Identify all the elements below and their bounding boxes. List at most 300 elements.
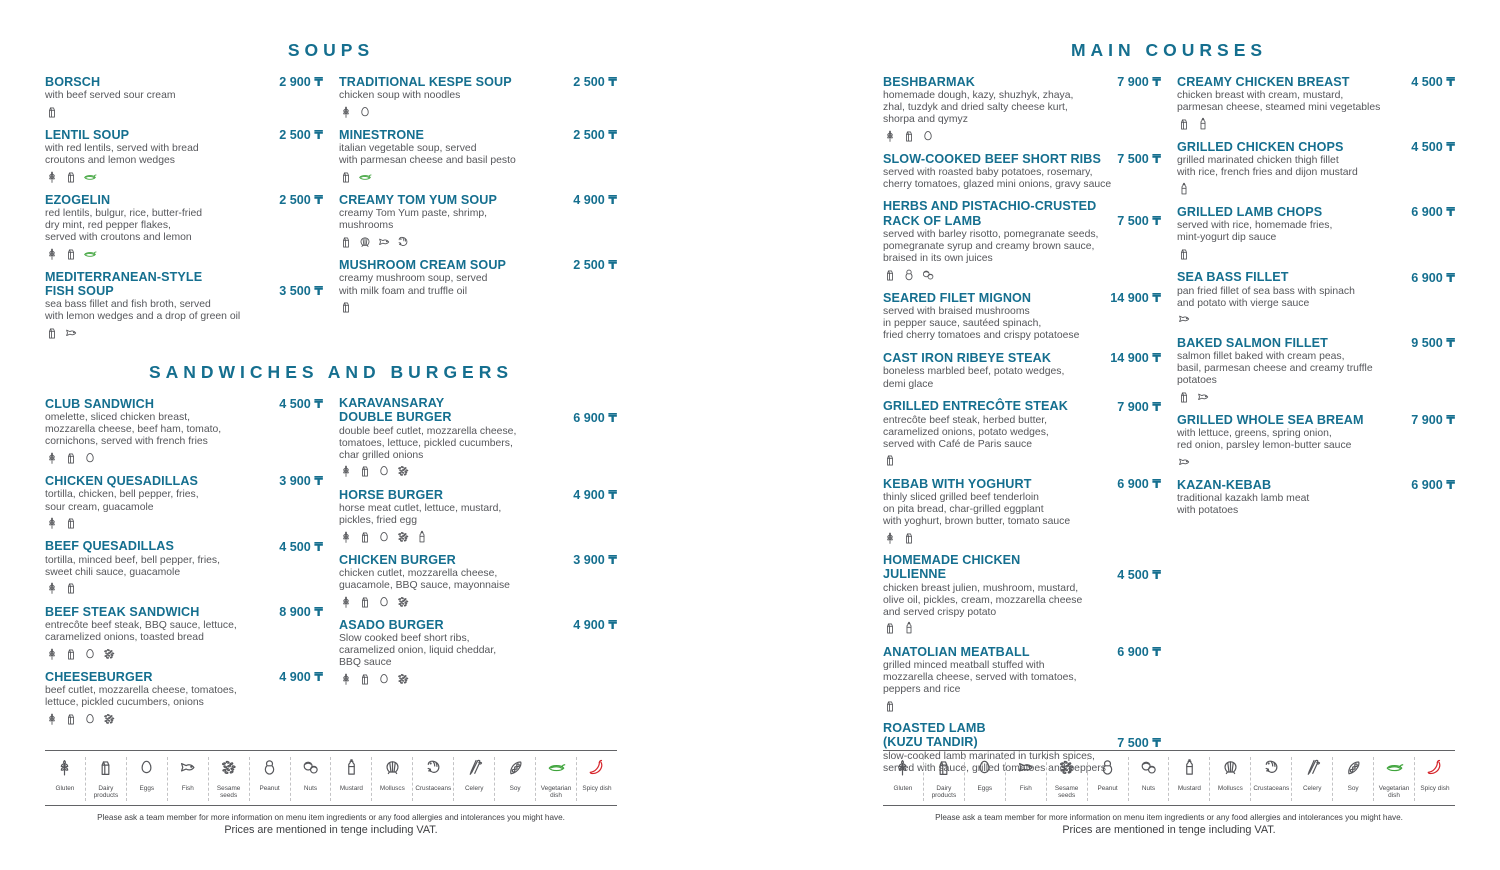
sesame-icon bbox=[1057, 758, 1076, 777]
allergen-icons bbox=[1177, 454, 1455, 469]
celery-icon bbox=[1303, 758, 1322, 777]
legend-item-dairy bbox=[85, 757, 126, 801]
item-name: KAZAN-KEBAB bbox=[1177, 478, 1272, 493]
item-name: MEDITERRANEAN-STYLE FISH SOUP bbox=[45, 269, 203, 298]
item-header bbox=[45, 127, 323, 142]
item-price: 4 900 ₸ bbox=[573, 193, 617, 208]
item-header bbox=[1177, 204, 1455, 219]
item-price: 7 900 ₸ bbox=[1411, 413, 1455, 428]
item-price: 2 900 ₸ bbox=[279, 75, 323, 89]
item-header bbox=[1177, 335, 1455, 350]
gluten-icon bbox=[45, 451, 59, 465]
eggs-icon bbox=[83, 712, 97, 726]
item-header bbox=[883, 553, 1161, 581]
menu-item bbox=[339, 257, 617, 314]
allergen-icons bbox=[339, 300, 617, 315]
legend-item-mustard bbox=[330, 757, 371, 801]
menu-page-left-content bbox=[45, 40, 617, 734]
menu-item bbox=[883, 553, 1161, 636]
item-name: SLOW-COOKED BEEF SHORT RIBS bbox=[883, 152, 1101, 167]
item-name: GRILLED CHICKEN CHOPS bbox=[1177, 139, 1344, 154]
vegetarian-icon bbox=[83, 170, 97, 184]
fish-icon bbox=[1177, 455, 1191, 469]
molluscs-icon bbox=[383, 758, 402, 777]
eggs-icon bbox=[137, 758, 156, 777]
menu-column bbox=[339, 74, 617, 348]
section-columns bbox=[45, 74, 617, 348]
legend-label: Celery bbox=[464, 785, 484, 792]
item-header bbox=[339, 552, 617, 567]
item-name: GRILLED WHOLE SEA BREAM bbox=[1177, 412, 1364, 427]
dairy-icon bbox=[883, 699, 897, 713]
legend-item-fish bbox=[167, 757, 208, 801]
sesame-icon bbox=[396, 464, 410, 478]
allergen-icons bbox=[339, 104, 617, 119]
mustard-icon bbox=[1196, 117, 1210, 131]
item-description: grilled minced meatball stuffed with mozzarella cheese, served with tomatoes, peppers and rice bbox=[883, 659, 1077, 696]
legend-label: Mustard bbox=[339, 785, 363, 792]
item-name: HOMEMADE CHICKEN JULIENNE bbox=[883, 553, 1021, 582]
dairy-icon bbox=[883, 621, 897, 635]
dairy-icon bbox=[64, 647, 78, 661]
menu-item bbox=[883, 151, 1161, 191]
legend-item-sesame bbox=[208, 757, 249, 801]
molluscs-icon bbox=[358, 235, 372, 249]
item-name: MUSHROOM CREAM SOUP bbox=[339, 258, 507, 273]
item-header bbox=[339, 257, 617, 272]
legend-item-celery bbox=[1291, 757, 1332, 801]
item-price: 2 500 ₸ bbox=[573, 75, 617, 89]
section-title-mains: MAIN COURSES bbox=[1070, 40, 1268, 60]
soy-icon bbox=[506, 758, 525, 777]
item-name: KARAVANSARAY DOUBLE BURGER bbox=[339, 396, 452, 425]
item-header bbox=[45, 473, 323, 488]
item-description: pan fried fillet of sea bass with spinach and potato with vierge sauce bbox=[1177, 285, 1355, 309]
menu-item bbox=[45, 604, 323, 661]
page-footer bbox=[45, 750, 617, 836]
allergen-icons bbox=[1177, 312, 1455, 327]
item-header bbox=[45, 539, 323, 554]
mustard-icon bbox=[1180, 758, 1199, 777]
legend-label: Dairy products bbox=[931, 785, 957, 800]
peanut-icon bbox=[902, 268, 916, 282]
dairy-icon bbox=[358, 530, 372, 544]
menu-item bbox=[45, 192, 323, 261]
eggs-icon bbox=[83, 451, 97, 465]
legend-item-gluten bbox=[883, 757, 923, 801]
item-price: 6 900 ₸ bbox=[573, 410, 617, 425]
menu-page-right bbox=[750, 0, 1500, 870]
item-name: SEARED FILET MIGNON bbox=[883, 290, 1032, 305]
gluten-icon bbox=[55, 758, 74, 777]
item-description: tortilla, minced beef, bell pepper, fries, sweet chili sauce, guacamole bbox=[45, 554, 221, 578]
menu-page-right-content bbox=[883, 40, 1455, 783]
item-header bbox=[339, 127, 617, 142]
fish-icon bbox=[1016, 758, 1035, 777]
allergen-icons bbox=[45, 325, 323, 340]
item-name: GRILLED LAMB CHOPS bbox=[1177, 205, 1323, 220]
legend-label: Fish bbox=[1019, 785, 1032, 792]
allergen-icons bbox=[883, 453, 1161, 468]
item-description: creamy Tom Yum paste, shrimp, mushrooms bbox=[339, 208, 488, 232]
item-price: 6 900 ₸ bbox=[1117, 644, 1161, 659]
item-header bbox=[339, 487, 617, 502]
item-description: traditional kazakh lamb meat with potatoes bbox=[1177, 493, 1310, 517]
menu-item bbox=[1177, 204, 1455, 261]
vat-note: Prices are mentioned in tenge including VAT. bbox=[224, 823, 438, 836]
legend-label: Vegetarian dish bbox=[540, 785, 572, 800]
item-header bbox=[1177, 74, 1455, 89]
gluten-icon bbox=[893, 758, 912, 777]
dairy-icon bbox=[934, 758, 953, 777]
gluten-icon bbox=[883, 129, 897, 143]
item-price: 4 900 ₸ bbox=[279, 670, 323, 684]
allergen-icons bbox=[883, 267, 1161, 282]
allergen-icons bbox=[1177, 181, 1455, 196]
item-header bbox=[1177, 270, 1455, 285]
crustaceans-icon bbox=[1262, 758, 1281, 777]
item-name: CHEESEBURGER bbox=[45, 669, 153, 684]
item-header bbox=[883, 290, 1161, 305]
legend-label: Eggs bbox=[977, 785, 993, 792]
item-description: beef cutlet, mozzarella cheese, tomatoes, lettuce, pickled cucumbers, onions bbox=[45, 685, 237, 709]
dairy-icon bbox=[1177, 117, 1191, 131]
legend-item-nuts bbox=[1128, 757, 1169, 801]
legend-label: Soy bbox=[1347, 785, 1359, 792]
menu-column bbox=[1177, 74, 1455, 783]
item-name: CAST IRON RIBEYE STEAK bbox=[883, 351, 1052, 366]
item-header bbox=[45, 604, 323, 619]
item-price: 4 900 ₸ bbox=[573, 487, 617, 502]
section-mains bbox=[883, 40, 1455, 783]
eggs-icon bbox=[975, 758, 994, 777]
allergen-icons bbox=[45, 646, 323, 661]
legend-item-molluscs bbox=[371, 757, 412, 801]
legend-item-crustaceans bbox=[412, 757, 453, 801]
item-description: Slow cooked beef short ribs, caramelized onion, liquid cheddar, BBQ sauce bbox=[339, 633, 497, 669]
legend-item-celery bbox=[453, 757, 494, 801]
item-price: 2 500 ₸ bbox=[573, 258, 617, 273]
legend-label: Spicy dish bbox=[1420, 785, 1450, 792]
menu-item bbox=[1177, 477, 1455, 517]
section-sandwiches bbox=[45, 362, 617, 734]
legend-label: Crustaceans bbox=[415, 785, 452, 792]
allergen-icons bbox=[45, 516, 323, 531]
allergen-icons bbox=[339, 169, 617, 184]
menu-item bbox=[45, 669, 323, 726]
item-header bbox=[883, 721, 1161, 749]
item-price: 6 900 ₸ bbox=[1117, 476, 1161, 491]
item-header bbox=[883, 476, 1161, 491]
item-header bbox=[1177, 139, 1455, 154]
sesame-icon bbox=[219, 758, 238, 777]
item-price: 7 500 ₸ bbox=[1117, 213, 1161, 228]
eggs-icon bbox=[377, 530, 391, 544]
legend-item-peanut bbox=[1087, 757, 1128, 801]
item-name: CHICKEN BURGER bbox=[339, 552, 456, 567]
menu-item bbox=[45, 473, 323, 530]
eggs-icon bbox=[358, 105, 372, 119]
legend-item-fish bbox=[1005, 757, 1046, 801]
menu-item bbox=[883, 350, 1161, 390]
mustard-icon bbox=[902, 621, 916, 635]
menu-item bbox=[339, 617, 617, 686]
item-price: 4 500 ₸ bbox=[279, 397, 323, 412]
legend-label: Peanut bbox=[259, 785, 280, 792]
item-header bbox=[1177, 412, 1455, 427]
item-price: 4 500 ₸ bbox=[1411, 140, 1455, 155]
dairy-icon bbox=[64, 516, 78, 530]
menu-item bbox=[1177, 335, 1455, 404]
menu-item bbox=[45, 74, 323, 119]
legend-item-spicy bbox=[576, 757, 617, 801]
allergen-icons bbox=[883, 621, 1161, 636]
legend-item-soy bbox=[1332, 757, 1373, 801]
item-description: boneless marbled beef, potato wedges, demi glace bbox=[883, 366, 1065, 390]
vegetarian-icon bbox=[83, 247, 97, 261]
fish-icon bbox=[1177, 312, 1191, 326]
item-price: 4 500 ₸ bbox=[279, 539, 323, 554]
allergy-note: Please ask a team member for more information on menu item ingredients or any food allergies and intolerances you might have. bbox=[935, 812, 1403, 822]
item-description: served with braised mushrooms in pepper sauce, sautéed spinach, fried cherry tomatoes and crispy potatoese bbox=[883, 306, 1080, 342]
menu-item bbox=[339, 396, 617, 479]
gluten-icon bbox=[339, 672, 353, 686]
item-description: slow-cooked lamb marinated in turkish spices, served with sauce, grilled tomatoes and peppers bbox=[883, 750, 1106, 774]
item-name: KEBAB WITH YOGHURT bbox=[883, 476, 1032, 491]
vegetarian-icon bbox=[547, 758, 566, 777]
item-price: 3 900 ₸ bbox=[573, 553, 617, 568]
menu-item bbox=[45, 270, 323, 341]
item-price: 8 900 ₸ bbox=[279, 604, 323, 619]
item-price: 2 500 ₸ bbox=[279, 128, 323, 143]
item-header bbox=[339, 74, 617, 89]
sesame-icon bbox=[102, 712, 116, 726]
allergen-icons bbox=[339, 234, 617, 249]
sesame-icon bbox=[396, 530, 410, 544]
menu-item bbox=[339, 487, 617, 544]
item-header bbox=[339, 617, 617, 632]
item-name: MINESTRONE bbox=[339, 127, 424, 142]
legend-label: Sesame seeds bbox=[1054, 785, 1079, 800]
item-header bbox=[883, 151, 1161, 166]
item-price: 7 500 ₸ bbox=[1117, 735, 1161, 750]
item-name: CHICKEN QUESADILLAS bbox=[45, 474, 199, 489]
spicy-icon bbox=[587, 758, 606, 777]
gluten-icon bbox=[45, 647, 59, 661]
section-title-soups: SOUPS bbox=[287, 40, 375, 60]
dairy-icon bbox=[1177, 247, 1191, 261]
legend-item-vegetarian bbox=[1373, 757, 1414, 801]
item-description: chicken breast with cream, mustard, parmesan cheese, steamed mini vegetables bbox=[1177, 90, 1381, 114]
fish-icon bbox=[377, 235, 391, 249]
item-description: chicken cutlet, mozzarella cheese, guacamole, BBQ sauce, mayonnaise bbox=[339, 568, 510, 592]
dairy-icon bbox=[902, 129, 916, 143]
legend-item-spicy bbox=[1414, 757, 1455, 801]
legend-item-peanut bbox=[249, 757, 290, 801]
item-description: horse meat cutlet, lettuce, mustard, pickles, fried egg bbox=[339, 502, 502, 526]
item-price: 3 500 ₸ bbox=[279, 283, 323, 298]
sesame-icon bbox=[102, 647, 116, 661]
allergen-icons bbox=[339, 529, 617, 544]
legend-label: Nuts bbox=[303, 785, 318, 792]
item-price: 7 900 ₸ bbox=[1117, 75, 1161, 89]
item-header bbox=[45, 669, 323, 684]
legend-label: Sesame seeds bbox=[216, 785, 241, 800]
vat-note: Prices are mentioned in tenge including VAT. bbox=[1062, 823, 1276, 836]
item-header bbox=[883, 74, 1161, 89]
menu-item bbox=[1177, 74, 1455, 131]
gluten-icon bbox=[45, 581, 59, 595]
item-description: entrecôte beef steak, BBQ sauce, lettuce, caramelized onions, toasted bread bbox=[45, 619, 237, 643]
dairy-icon bbox=[1177, 390, 1191, 404]
allergen-icons bbox=[1177, 247, 1455, 262]
fish-icon bbox=[1196, 390, 1210, 404]
menu-item bbox=[1177, 270, 1455, 327]
item-price: 7 500 ₸ bbox=[1117, 152, 1161, 167]
legend-label: Nuts bbox=[1141, 785, 1156, 792]
item-name: EZOGELIN bbox=[45, 193, 111, 208]
item-description: chicken soup with noodles bbox=[339, 90, 461, 101]
item-price: 6 900 ₸ bbox=[1411, 478, 1455, 493]
sesame-icon bbox=[396, 672, 410, 686]
legend-label: Gluten bbox=[893, 785, 913, 792]
item-name: HORSE BURGER bbox=[339, 487, 444, 502]
item-name: CREAMY TOM YUM SOUP bbox=[339, 193, 497, 208]
allergy-note: Please ask a team member for more information on menu item ingredients or any food allergies and intolerances you might have. bbox=[97, 812, 565, 822]
legend-item-eggs bbox=[126, 757, 167, 801]
vegetarian-icon bbox=[1385, 758, 1404, 777]
menu-item bbox=[883, 644, 1161, 713]
gluten-icon bbox=[45, 170, 59, 184]
legend-item-molluscs bbox=[1209, 757, 1250, 801]
dairy-icon bbox=[64, 712, 78, 726]
legend-label: Eggs bbox=[139, 785, 155, 792]
menu-item bbox=[339, 552, 617, 609]
item-header bbox=[45, 192, 323, 207]
item-description: thinly sliced grilled beef tenderloin on pita bread, char-grilled eggplant with yoghurt, brown butter, tomato sauce bbox=[883, 491, 1071, 528]
legend-label: Gluten bbox=[55, 785, 75, 792]
menu-item bbox=[883, 476, 1161, 545]
item-price: 14 900 ₸ bbox=[1110, 351, 1161, 366]
dairy-icon bbox=[339, 300, 353, 314]
menu-column bbox=[45, 396, 323, 734]
item-price: 4 500 ₸ bbox=[1411, 75, 1455, 89]
item-header bbox=[45, 270, 323, 298]
menu-item bbox=[1177, 412, 1455, 469]
crustaceans-icon bbox=[396, 235, 410, 249]
item-name: CREAMY CHICKEN BREAST bbox=[1177, 74, 1350, 89]
gluten-icon bbox=[339, 595, 353, 609]
page-footer bbox=[883, 750, 1455, 836]
gluten-icon bbox=[339, 464, 353, 478]
eggs-icon bbox=[377, 672, 391, 686]
gluten-icon bbox=[339, 530, 353, 544]
item-name: BAKED SALMON FILLET bbox=[1177, 335, 1328, 350]
allergen-icons bbox=[45, 450, 323, 465]
item-description: entrecôte beef steak, herbed butter, caramelized onions, potato wedges, served with Café de Paris sauce bbox=[883, 414, 1049, 450]
peanut-icon bbox=[260, 758, 279, 777]
legend-item-vegetarian bbox=[535, 757, 576, 801]
menu-item bbox=[883, 290, 1161, 342]
legend-label: Crustaceans bbox=[1253, 785, 1290, 792]
item-price: 7 900 ₸ bbox=[1117, 399, 1161, 414]
allergen-icons bbox=[1177, 389, 1455, 404]
legend-label: Dairy products bbox=[93, 785, 119, 800]
allergen-legend bbox=[883, 750, 1455, 806]
legend-item-sesame bbox=[1046, 757, 1087, 801]
item-name: BEEF QUESADILLAS bbox=[45, 539, 174, 554]
item-price: 6 900 ₸ bbox=[1411, 205, 1455, 220]
dairy-icon bbox=[45, 326, 59, 340]
item-name: BESHBARMAK bbox=[883, 74, 975, 89]
item-name: BEEF STEAK SANDWICH bbox=[45, 604, 200, 619]
item-price: 4 900 ₸ bbox=[573, 618, 617, 633]
legend-label: Vegetarian dish bbox=[1378, 785, 1410, 800]
celery-icon bbox=[465, 758, 484, 777]
sesame-icon bbox=[396, 595, 410, 609]
item-name: HERBS AND PISTACHIO-CRUSTED RACK OF LAMB bbox=[883, 199, 1097, 228]
dairy-icon bbox=[358, 672, 372, 686]
section-title-sandwiches: SANDWICHES AND BURGERS bbox=[148, 362, 514, 383]
eggs-icon bbox=[377, 464, 391, 478]
dairy-icon bbox=[902, 531, 916, 545]
allergen-legend bbox=[45, 750, 617, 806]
allergen-icons bbox=[45, 581, 323, 596]
dairy-icon bbox=[64, 451, 78, 465]
allergen-icons bbox=[883, 698, 1161, 713]
item-price: 9 500 ₸ bbox=[1411, 335, 1455, 350]
allergen-icons bbox=[883, 530, 1161, 545]
item-description: served with roasted baby potatoes, rosemary, cherry tomatoes, glazed mini onions, gravy sauce bbox=[883, 167, 1112, 191]
item-header bbox=[883, 350, 1161, 365]
legend-label: Fish bbox=[181, 785, 194, 792]
item-description: grilled marinated chicken thigh fillet with rice, french fries and dijon mustard bbox=[1177, 155, 1358, 179]
legend-item-nuts bbox=[290, 757, 331, 801]
eggs-icon bbox=[83, 647, 97, 661]
item-name: ASADO BURGER bbox=[339, 618, 444, 633]
menu-column bbox=[339, 396, 617, 734]
section-soups bbox=[45, 40, 617, 348]
allergen-icons bbox=[339, 594, 617, 609]
allergen-icons bbox=[339, 672, 617, 687]
eggs-icon bbox=[377, 595, 391, 609]
item-description: with red lentils, served with bread croutons and lemon wedges bbox=[45, 143, 199, 167]
item-description: served with rice, homemade fries, mint-yogurt dip sauce bbox=[1177, 220, 1333, 244]
item-description: sea bass fillet and fish broth, served with lemon wedges and a drop of green oil bbox=[45, 298, 241, 323]
molluscs-icon bbox=[1221, 758, 1240, 777]
legend-label: Celery bbox=[1302, 785, 1322, 792]
legend-label: Spicy dish bbox=[582, 785, 612, 792]
dairy-icon bbox=[45, 105, 59, 119]
legend-label: Molluscs bbox=[1217, 785, 1243, 792]
item-price: 4 500 ₸ bbox=[1117, 567, 1161, 582]
legend-item-dairy bbox=[923, 757, 964, 801]
item-description: chicken breast julien, mushroom, mustard, olive oil, pickles, cream, mozzarella cheese and served crispy potato bbox=[883, 582, 1083, 618]
item-name: ANATOLIAN MEATBALL bbox=[883, 644, 1030, 659]
item-description: italian vegetable soup, served with parmesan cheese and basil pesto bbox=[339, 143, 516, 167]
item-description: tortilla, chicken, bell pepper, fries, sour cream, guacamole bbox=[45, 489, 199, 513]
item-price: 6 900 ₸ bbox=[1411, 270, 1455, 285]
item-description: double beef cutlet, mozzarella cheese, tomatoes, lettuce, pickled cucumbers, char grilled onions bbox=[339, 425, 517, 461]
item-description: homemade dough, kazy, shuzhyk, zhaya, zhal, tuzdyk and dried salty cheese kurt, shorpa and qymyz bbox=[883, 90, 1074, 126]
mustard-icon bbox=[1177, 182, 1191, 196]
allergen-icons bbox=[883, 128, 1161, 143]
menu-item bbox=[45, 539, 323, 596]
allergen-icons bbox=[45, 104, 323, 119]
item-name: BORSCH bbox=[45, 74, 101, 89]
item-price: 14 900 ₸ bbox=[1110, 291, 1161, 306]
menu-item bbox=[1177, 139, 1455, 196]
